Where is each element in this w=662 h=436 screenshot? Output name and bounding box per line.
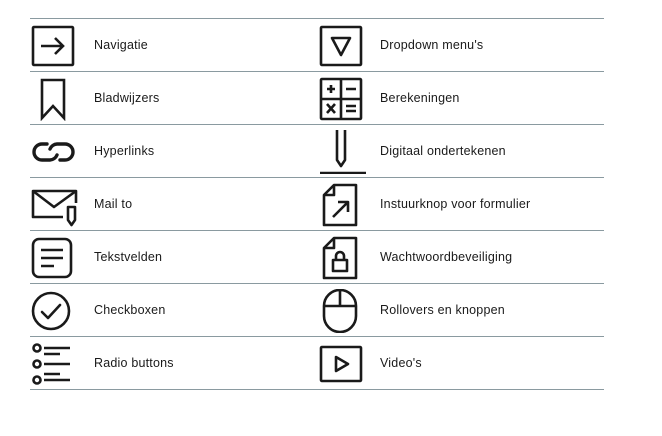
check-circle-icon xyxy=(30,289,82,333)
list-item-wachtwoordbeveiliging xyxy=(316,231,604,284)
item-label: Mail to xyxy=(94,197,133,211)
list-item-rollovers xyxy=(316,284,604,337)
document-lock-icon xyxy=(318,236,370,280)
list-item-videos xyxy=(316,337,604,390)
list-item-checkboxen xyxy=(30,284,316,337)
chain-link-icon xyxy=(30,130,82,174)
play-box-icon xyxy=(318,342,370,386)
left-column xyxy=(30,18,316,390)
list-item-tekstvelden xyxy=(30,231,316,284)
item-label: Instuurknop voor formulier xyxy=(380,197,531,211)
list-item-dropdown xyxy=(316,19,604,72)
item-label: Berekeningen xyxy=(380,91,460,105)
item-label: Hyperlinks xyxy=(94,144,155,158)
item-label: Navigatie xyxy=(94,38,148,52)
bookmark-icon xyxy=(30,77,82,121)
text-lines-box-icon xyxy=(30,236,82,280)
triangle-down-box-icon xyxy=(318,24,370,68)
list-item-bladwijzers xyxy=(30,72,316,125)
item-label: Wachtwoordbeveiliging xyxy=(380,250,513,264)
item-label: Rollovers en knoppen xyxy=(380,303,505,317)
arrow-right-box-icon xyxy=(30,24,82,68)
item-label: Video's xyxy=(380,356,422,370)
right-column xyxy=(316,18,604,390)
list-item-digitaal-ondertekenen xyxy=(316,125,604,178)
list-item-mail-to xyxy=(30,178,316,231)
item-label: Dropdown menu's xyxy=(380,38,484,52)
list-item-instuurknop xyxy=(316,178,604,231)
document-arrow-icon xyxy=(318,183,370,227)
list-item-hyperlinks xyxy=(30,125,316,178)
list-item-berekeningen xyxy=(316,72,604,125)
mouse-icon xyxy=(318,289,370,333)
envelope-pen-icon xyxy=(30,183,82,227)
list-item-navigatie xyxy=(30,19,316,72)
item-label: Radio buttons xyxy=(94,356,174,370)
list-item-radio-buttons xyxy=(30,337,316,390)
item-label: Bladwijzers xyxy=(94,91,160,105)
item-label: Checkboxen xyxy=(94,303,166,317)
calculator-icon xyxy=(318,77,370,121)
item-label: Tekstvelden xyxy=(94,250,163,264)
radio-list-icon xyxy=(30,342,82,386)
item-label: Digitaal ondertekenen xyxy=(380,144,506,158)
pen-signature-icon xyxy=(318,130,370,174)
